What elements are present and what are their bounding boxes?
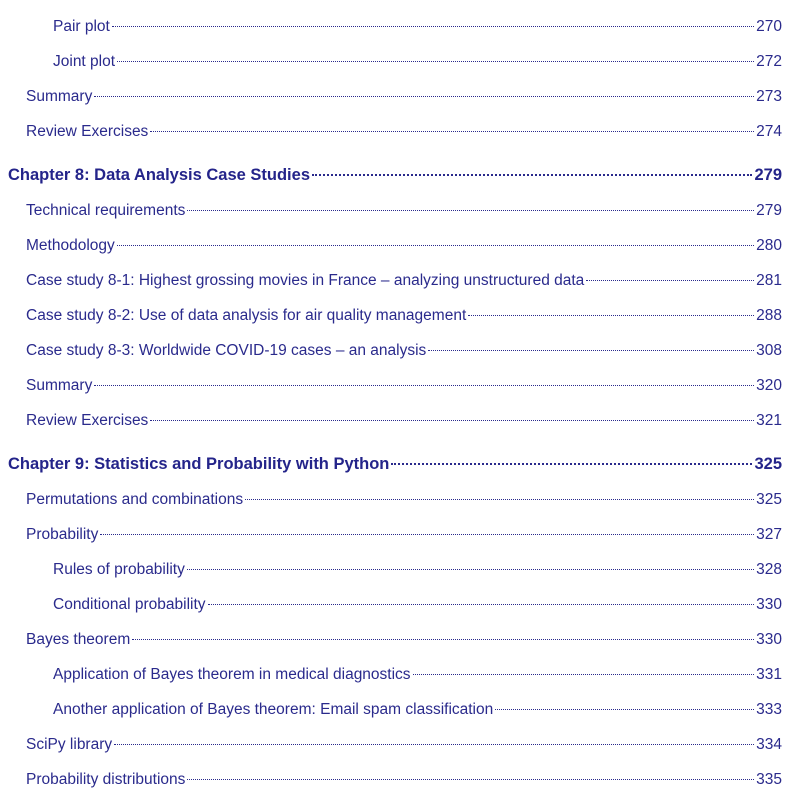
- toc-entry-title: Joint plot: [53, 53, 116, 70]
- dot-leader: [245, 499, 754, 500]
- toc-entry-title: Review Exercises: [26, 412, 149, 429]
- toc-chapter-page: 279: [754, 166, 782, 184]
- toc-entry-page: 334: [756, 736, 782, 753]
- toc-entry-title: Probability: [26, 526, 99, 543]
- dot-leader: [208, 604, 755, 605]
- toc-entry-page: 335: [756, 771, 782, 788]
- toc-entry-page: 280: [756, 237, 782, 254]
- toc-entry-title: Conditional probability: [53, 596, 206, 613]
- toc-entry-bayes-theorem[interactable]: [26, 630, 782, 650]
- toc-entry-bayes-medical[interactable]: [53, 665, 782, 685]
- dot-leader: [495, 709, 754, 710]
- toc-entry-title: Permutations and combinations: [26, 491, 244, 508]
- toc-entry-title: Summary: [26, 88, 93, 105]
- toc-entry-page: 320: [756, 377, 782, 394]
- dot-leader: [428, 350, 754, 351]
- toc-entry-pair-plot[interactable]: [53, 17, 782, 37]
- toc-entry-case-study-8-1[interactable]: [26, 271, 782, 291]
- dot-leader: [114, 744, 754, 745]
- toc-entry-methodology[interactable]: [26, 236, 782, 256]
- dot-leader: [187, 779, 754, 780]
- toc-entry-probability[interactable]: [26, 525, 782, 545]
- toc-entry-scipy-library[interactable]: [26, 735, 782, 755]
- toc-entry-summary-ch8[interactable]: [26, 376, 782, 396]
- toc-entry-page: 281: [756, 272, 782, 289]
- toc-entry-title: Summary: [26, 377, 93, 394]
- toc-entry-rules-of-probability[interactable]: [53, 560, 782, 580]
- dot-leader: [94, 385, 754, 386]
- toc-entry-page: 330: [756, 596, 782, 613]
- toc-entry-review-ch7[interactable]: [26, 122, 782, 142]
- toc-entry-title: Application of Bayes theorem in medical diagnostics: [53, 666, 411, 683]
- toc-entry-page: 325: [756, 491, 782, 508]
- dot-leader: [117, 245, 754, 246]
- toc-entry-probability-distributions[interactable]: [26, 770, 782, 790]
- toc-entry-title: Another application of Bayes theorem: Email spam classification: [53, 701, 494, 718]
- toc-entry-case-study-8-2[interactable]: [26, 306, 782, 326]
- dot-leader: [187, 210, 754, 211]
- toc-entry-title: SciPy library: [26, 736, 113, 753]
- toc-entry-title: Methodology: [26, 237, 115, 254]
- toc-chapter-9[interactable]: [8, 454, 782, 474]
- toc-entry-page: 308: [756, 342, 782, 359]
- toc-entry-title: Bayes theorem: [26, 631, 131, 648]
- toc-chapter-title: Chapter 8: Data Analysis Case Studies: [8, 166, 310, 184]
- toc-entry-title: Case study 8-1: Highest grossing movies in France – analyzing unstructured data: [26, 272, 585, 289]
- toc-entry-bayes-spam[interactable]: [53, 700, 782, 720]
- toc-entry-page: 270: [756, 18, 782, 35]
- dot-leader: [117, 61, 754, 62]
- toc-entry-page: 328: [756, 561, 782, 578]
- dot-leader: [132, 639, 754, 640]
- toc-entry-page: 327: [756, 526, 782, 543]
- dot-leader: [187, 569, 754, 570]
- toc-entry-partial: [53, 0, 782, 9]
- toc-entry-page: 274: [756, 123, 782, 140]
- toc-chapter-title: Chapter 9: Statistics and Probability with Python: [8, 455, 390, 473]
- dot-leader: [150, 420, 754, 421]
- dot-leader: [413, 674, 755, 675]
- toc-entry-technical-requirements[interactable]: [26, 201, 782, 221]
- toc-entry-page: 272: [756, 53, 782, 70]
- toc-entry-permutations[interactable]: [26, 490, 782, 510]
- toc-entry-page: 279: [756, 202, 782, 219]
- toc-entry-page: 331: [756, 666, 782, 683]
- dot-leader: [94, 96, 754, 97]
- dot-leader: [150, 131, 754, 132]
- toc-entry-title: Rules of probability: [53, 561, 185, 578]
- toc-entry-page: 333: [756, 701, 782, 718]
- toc-chapter-page: 325: [754, 455, 782, 473]
- toc-entry-case-study-8-3[interactable]: [26, 341, 782, 361]
- toc-entry-summary-ch7[interactable]: [26, 87, 782, 107]
- toc-entry-title: Review Exercises: [26, 123, 149, 140]
- toc-entry-title: Pair plot: [53, 18, 110, 35]
- toc-entry-title: Case study 8-3: Worldwide COVID-19 cases – an analysis: [26, 342, 427, 359]
- dot-leader: [468, 315, 754, 316]
- toc-entry-review-ch8[interactable]: [26, 411, 782, 431]
- toc-entry-page: 321: [756, 412, 782, 429]
- toc-entry-title: Technical requirements: [26, 202, 186, 219]
- dot-leader: [391, 463, 752, 465]
- toc-entry-joint-plot[interactable]: [53, 52, 782, 72]
- toc-chapter-8[interactable]: [8, 165, 782, 185]
- toc-entry-page: 330: [756, 631, 782, 648]
- dot-leader: [100, 534, 754, 535]
- toc-entry-title: Case study 8-2: Use of data analysis for air quality management: [26, 307, 467, 324]
- toc-entry-page: 288: [756, 307, 782, 324]
- dot-leader: [312, 174, 752, 176]
- toc-entry-page: 273: [756, 88, 782, 105]
- toc-entry-title: Probability distributions: [26, 771, 186, 788]
- dot-leader: [586, 280, 754, 281]
- toc-entry-conditional-probability[interactable]: [53, 595, 782, 615]
- dot-leader: [112, 26, 754, 27]
